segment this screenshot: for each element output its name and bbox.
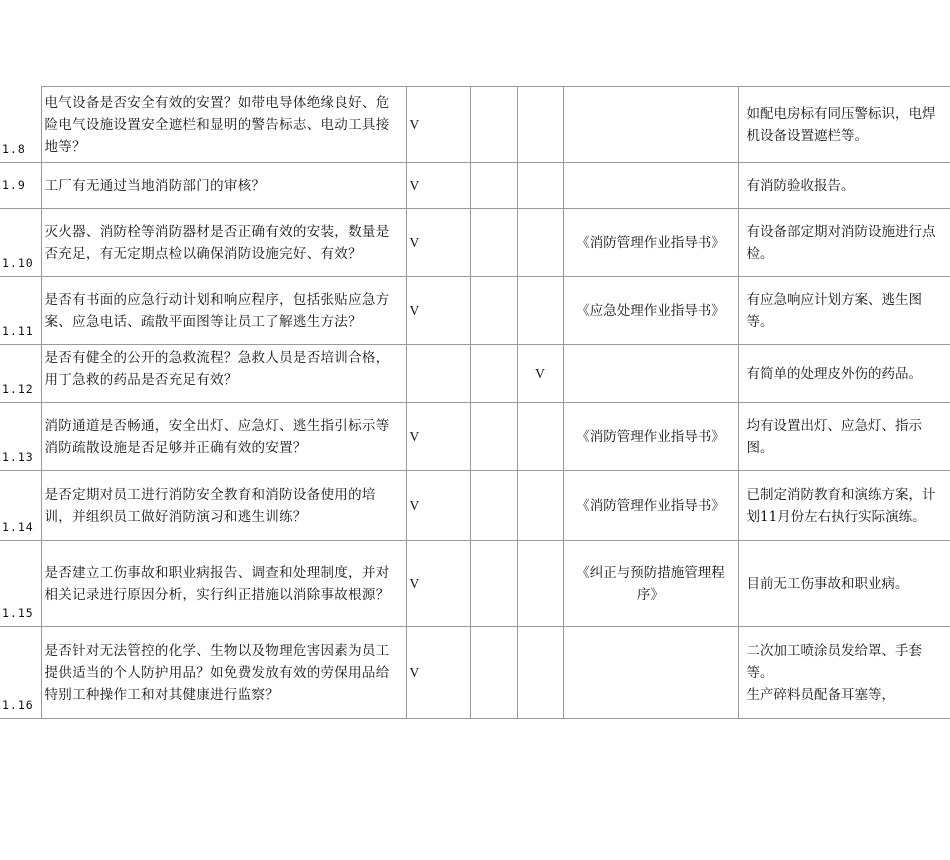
question-cell: 灭火器、消防栓等消防器材是否正确有效的安装，数量是否充足，有无定期点检以确保消防设施完好、有效？	[41, 209, 406, 277]
no-mark	[517, 277, 563, 345]
table-row	[0, 345, 950, 403]
question-cell: 工厂有无通过当地消防部门的审核？	[41, 163, 406, 209]
no-mark	[517, 163, 563, 209]
partial-mark	[470, 209, 517, 277]
table-row	[0, 87, 950, 163]
question-cell: 是否针对无法管控的化学、生物以及物理危害因素为员工提供适当的个人防护用品？如免费发放有效的劳保用品给特别工种操作工和对其健康进行监察？	[41, 627, 406, 719]
reference-document: 《应急处理作业指导书》	[563, 277, 738, 345]
no-mark	[517, 209, 563, 277]
reference-document: 《消防管理作业指导书》	[563, 403, 738, 471]
remark-cell: 已制定消防教育和演练方案，计划11月份左右执行实际演练。	[738, 471, 950, 541]
question-cell: 是否建立工伤事故和职业病报告、调查和处理制度，并对相关记录进行原因分析，实行纠正措施以消除事故根源？	[41, 541, 406, 627]
table-row	[0, 163, 950, 209]
yes-mark: V	[406, 163, 470, 209]
table-row	[0, 627, 950, 719]
partial-mark	[470, 277, 517, 345]
partial-mark	[470, 345, 517, 403]
reference-document	[563, 627, 738, 719]
remark-cell: 有应急响应计划方案、逃生图等。	[738, 277, 950, 345]
reference-document: 《消防管理作业指导书》	[563, 209, 738, 277]
item-number: 1.16	[0, 627, 41, 719]
remark-cell: 有简单的处理皮外伤的药品。	[738, 345, 950, 403]
yes-mark: V	[406, 87, 470, 163]
yes-mark: V	[406, 471, 470, 541]
item-number: 1.8	[0, 87, 41, 163]
no-mark	[517, 541, 563, 627]
partial-mark	[470, 163, 517, 209]
item-number: 1.11	[0, 277, 41, 345]
item-number: 1.14	[0, 471, 41, 541]
partial-mark	[470, 541, 517, 627]
yes-mark: V	[406, 403, 470, 471]
remark-cell: 二次加工喷涂员发给罩、手套等。 生产碎料员配备耳塞等，	[738, 627, 950, 719]
reference-document	[563, 345, 738, 403]
yes-mark: V	[406, 209, 470, 277]
question-cell: 是否有书面的应急行动计划和响应程序，包括张贴应急方案、应急电话、疏散平面图等让员工了解逃生方法？	[41, 277, 406, 345]
no-mark	[517, 87, 563, 163]
yes-mark: V	[406, 277, 470, 345]
remark-cell: 有设备部定期对消防设施进行点检。	[738, 209, 950, 277]
yes-mark: V	[406, 627, 470, 719]
partial-mark	[470, 471, 517, 541]
no-mark: V	[517, 345, 563, 403]
partial-mark	[470, 627, 517, 719]
item-number: 1.15	[0, 541, 41, 627]
item-number: 1.10	[0, 209, 41, 277]
table-row	[0, 471, 950, 541]
item-number: 1.12	[0, 345, 41, 403]
partial-mark	[470, 87, 517, 163]
remark-cell: 如配电房标有同压警标识，电焊机设备设置遮栏等。	[738, 87, 950, 163]
remark-cell: 均有设置出灯、应急灯、指示图。	[738, 403, 950, 471]
checklist-table	[0, 86, 950, 719]
table-row	[0, 403, 950, 471]
table-row	[0, 209, 950, 277]
remark-cell: 目前无工伤事故和职业病。	[738, 541, 950, 627]
yes-mark: V	[406, 541, 470, 627]
table-row	[0, 277, 950, 345]
reference-document: 《消防管理作业指导书》	[563, 471, 738, 541]
reference-document	[563, 163, 738, 209]
table-row	[0, 541, 950, 627]
yes-mark	[406, 345, 470, 403]
no-mark	[517, 471, 563, 541]
question-cell: 是否有健全的公开的急救流程？急救人员是否培训合格，用丁急救的药品是否充足有效？	[41, 345, 406, 403]
reference-document	[563, 87, 738, 163]
question-cell: 是否定期对员工进行消防安全教育和消防设备使用的培训，并组织员工做好消防演习和逃生训练？	[41, 471, 406, 541]
partial-mark	[470, 403, 517, 471]
reference-document: 《纠正与预防措施管理程序》	[563, 541, 738, 627]
no-mark	[517, 627, 563, 719]
item-number: 1.9	[0, 163, 41, 209]
checklist-sheet	[0, 86, 950, 719]
question-cell: 电气设备是否安全有效的安置？如带电导体绝缘良好、危险电气设施设置安全遮栏和显明的警告标志、电动工具接地等？	[41, 87, 406, 163]
no-mark	[517, 403, 563, 471]
question-cell: 消防通道是否畅通，安全出灯、应急灯、逃生指引标示等消防疏散设施是否足够并正确有效的安置？	[41, 403, 406, 471]
item-number: 1.13	[0, 403, 41, 471]
remark-cell: 有消防验收报告。	[738, 163, 950, 209]
